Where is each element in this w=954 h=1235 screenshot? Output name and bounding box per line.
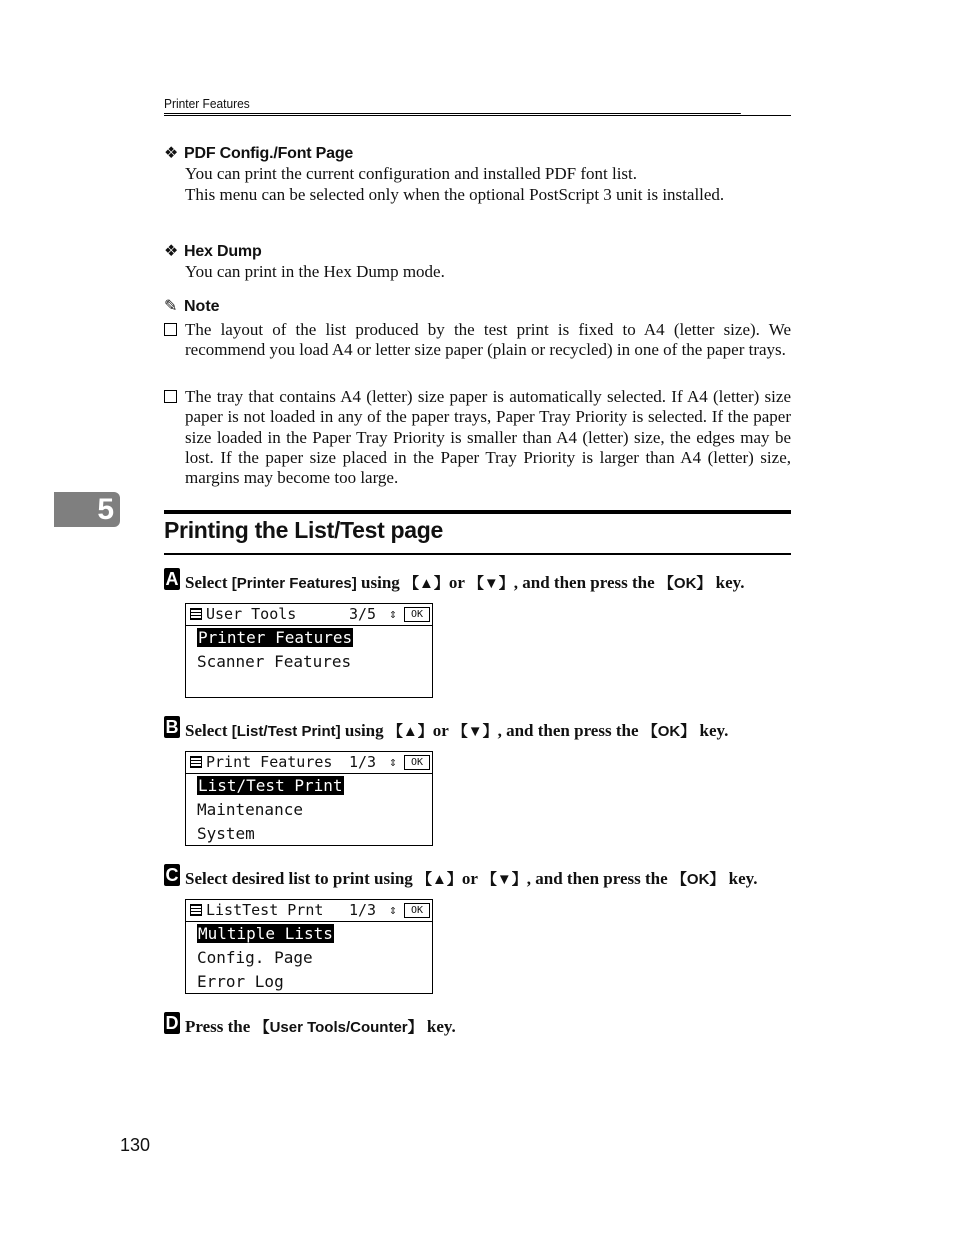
hex-dump-heading [164,241,262,261]
step-text: using [340,721,388,740]
step-number-badge: B [165,717,179,737]
step-text: key. [422,1017,456,1036]
pdf-config-text [185,164,791,205]
step-text: Select [185,573,232,592]
ok-key-reference: 【OK】 [658,575,712,592]
menu-item-reference: [Printer Features] [231,575,357,592]
step-text: key. [724,869,758,888]
step-3 [164,865,758,889]
section-title: Printing the List/Test page [164,517,443,543]
lcd-title: User Tools [206,605,297,623]
step-text: , and then press the [497,721,643,740]
note-heading-text: Note [184,298,220,315]
lcd-row-selected: List/Test Print [198,776,343,795]
lcd-title-bar [186,604,432,626]
hex-dump-text: You can print in the Hex Dump mode. [185,262,445,281]
step-text: using [356,573,405,592]
hex-dump-heading-text: Hex Dump [184,243,262,260]
lcd-screen [185,899,433,994]
step-text: key. [695,721,729,740]
lcd-screen [185,751,433,846]
step-text: or [448,573,469,592]
page-number: 130 [120,1135,151,1155]
note-heading [164,296,220,316]
pdf-config-heading [164,143,353,163]
up-down-arrows-icon: ⇕ [389,755,397,770]
lcd-title: ListTest Prnt [206,901,324,919]
ok-key-reference: 【OK】 [642,723,696,740]
up-down-arrows-icon: ⇕ [389,903,397,918]
lcd-row-selected: Multiple Lists [198,924,333,943]
step-2 [164,717,729,741]
step-number-badge: D [165,1013,179,1033]
pdf-config-heading-text: PDF Config./Font Page [184,145,354,162]
chapter-tab [54,492,120,527]
ok-icon: OK [404,607,430,622]
lcd-row [186,626,432,650]
down-key-reference: 【▼】 [481,871,527,888]
down-key-reference: 【▼】 [468,575,514,592]
step-text: or [461,869,482,888]
step-number-badge: C [165,865,179,885]
pdf-config-line-2: This menu can be selected only when the optional PostScript 3 unit is installed. [185,184,725,204]
note-item [164,387,791,488]
section-rule-top [164,510,791,514]
lcd-title-bar [186,752,432,774]
chapter-number: 5 [97,493,114,526]
step-1 [164,569,745,593]
diamond-bullet-icon: ❖ [164,243,179,260]
up-key-reference: 【▲】 [387,723,433,740]
lcd-screen [185,603,433,698]
step-text: , and then press the [526,869,672,888]
section-rule-bottom [164,553,791,555]
lcd-row: Scanner Features [197,652,352,671]
diamond-bullet-icon: ❖ [164,145,179,162]
lcd-page-indicator: 3/5 [349,605,377,623]
running-head: Printer Features [164,96,741,114]
menu-list-icon [190,608,202,620]
step-text: or [432,721,453,740]
menu-item-reference: [List/Test Print] [231,723,341,740]
lcd-row [186,774,432,798]
lcd-row: Error Log [197,972,284,991]
lcd-title-bar [186,900,432,922]
ok-key-reference: 【OK】 [671,871,725,888]
pencil-icon: ✎ [164,298,178,315]
ok-icon: OK [404,755,430,770]
up-key-reference: 【▲】 [404,575,449,592]
pdf-config-line-1: You can print the current configuration and installed PDF font list. [185,164,638,183]
up-down-arrows-icon: ⇕ [389,607,397,622]
lcd-row: Maintenance [197,800,303,819]
note-item-text: The layout of the list produced by the test print is fixed to A4 (letter size). We recommend you load A4 or letter size paper (plain or recycled) in one of the paper trays. [185,320,791,360]
step-number-badge: A [165,569,179,589]
step-text: Select [185,721,232,740]
checkbox-bullet-icon [164,323,177,336]
down-key-reference: 【▼】 [452,723,498,740]
lcd-row: Config. Page [197,948,313,967]
up-key-reference: 【▲】 [417,871,462,888]
checkbox-bullet-icon [164,390,177,403]
note-item-text: The tray that contains A4 (letter) size paper is automatically selected. If A4 (letter) size paper is not loaded in any of the paper trays, Paper Tray Priority is selected. If the paper size loaded in the Paper Tray Priority is smaller than A4 (letter) size, the edges may be lost. If the paper size placed in the Paper Tray Priority is larger than A4 (letter) size, margins may become too large. [185,387,791,488]
lcd-page-indicator: 1/3 [349,901,377,919]
menu-list-icon [190,904,202,916]
lcd-row-selected: Printer Features [198,628,353,647]
lcd-title: Print Features [206,753,333,771]
ok-icon: OK [404,903,430,918]
user-tools-counter-key-reference: 【User Tools/Counter】 [254,1019,423,1036]
lcd-page-indicator: 1/3 [349,753,377,771]
step-text: Press the [185,1017,255,1036]
running-head-rule [164,115,791,116]
step-text: key. [711,573,745,592]
note-item [164,320,791,361]
step-4 [164,1013,456,1037]
step-text: , and then press the [513,573,659,592]
step-text: Select desired list to print using [185,869,418,888]
menu-list-icon [190,756,202,768]
lcd-row: System [197,824,255,843]
lcd-row [186,922,432,946]
